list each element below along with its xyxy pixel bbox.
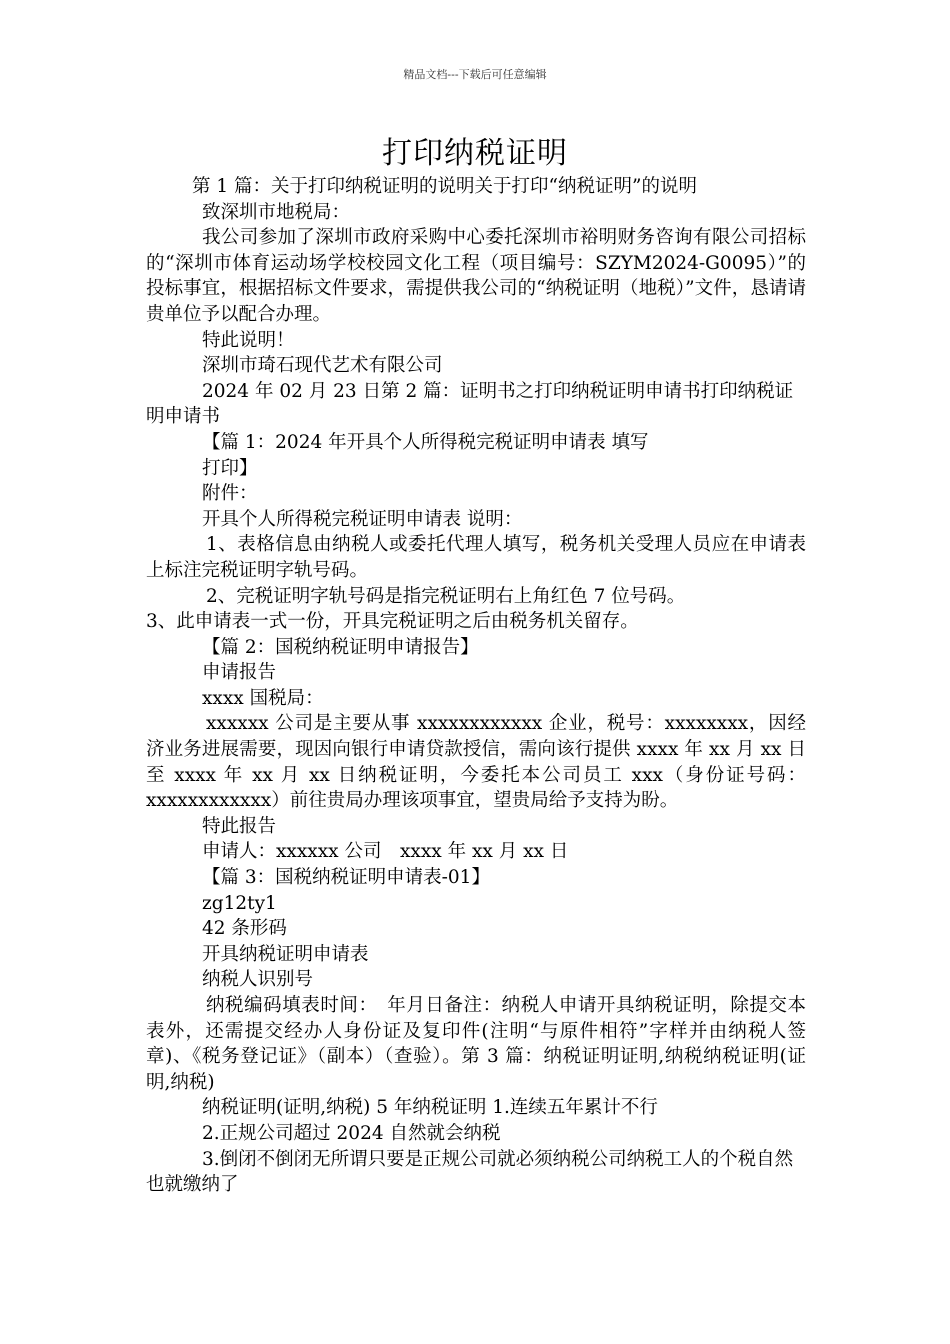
section-1-heading-cont: 打印】	[202, 457, 258, 479]
section-2-heading: 【篇 2：国税纳税证明申请报告】	[202, 636, 479, 658]
instruction-item: 3、此申请表一式一份，开具完税证明之后由税务机关留存。	[146, 611, 639, 633]
document-title: 打印纳税证明	[382, 136, 568, 171]
article-3-line: 2.正规公司超过 2024 自然就会纳税	[202, 1122, 501, 1144]
form-notes: 纳税编码填表时间： 年月日备注：纳税人申请开具纳税证明，除提交本表外，还需提交经办人身份证及复印件(注明“与原件相符”字样并由纳税人签章)、《税务登记证》（副本）（查验）。第 3 篇：纳税证明证明,纳税纳税证明(证明,纳税)	[146, 995, 806, 1093]
article-1-heading: 第 1 篇：关于打印纳税证明的说明关于打印“纳税证明”的说明	[192, 176, 697, 197]
report-closing: 特此报告	[202, 815, 277, 837]
form-title: 开具纳税证明申请表	[202, 943, 369, 965]
section-1-heading: 【篇 1：2024 年开具个人所得税完税证明申请表 填写	[202, 431, 649, 453]
barcode-label: 42 条形码	[202, 918, 287, 940]
closing-note: 特此说明！	[202, 329, 295, 351]
applicant-line: 申请人：xxxxxx 公司 xxxx 年 xx 月 xx 日	[202, 841, 569, 863]
body-paragraph: 我公司参加了深圳市政府采购中心委托深圳市裕明财务咨询有限公司招标的“深圳市体育运动场学校校园文化工程（项目编号：SZYM2024-G0095）”的投标事宜，根据招标文件要求，需提供我公司的“纳税证明（地税）”文件，恳请请贵单位予以配合办理。	[146, 227, 806, 325]
document-body	[146, 174, 806, 1198]
salutation: 致深圳市地税局：	[202, 201, 351, 223]
date-and-article-2-heading: 2024 年 02 月 23 日第 2 篇：证明书之打印纳税证明申请书打印纳税证明申请书	[146, 380, 794, 428]
page-header-note: 精品文档---下载后可任意编辑	[403, 68, 547, 81]
taxpayer-id-label: 纳税人识别号	[202, 969, 314, 991]
instruction-item: 2、完税证明字轨号码是指完税证明右上角红色 7 位号码。	[206, 585, 686, 607]
attachment-label: 附件：	[202, 483, 258, 505]
form-code: zg12ty1	[202, 892, 277, 914]
article-3-line: 3.倒闭不倒闭无所谓只要是正规公司就必须纳税公司纳税工人的个税自然也就缴纳了	[146, 1148, 794, 1196]
company-signature: 深圳市琦石现代艺术有限公司	[202, 355, 443, 377]
report-salutation: xxxx 国税局：	[202, 687, 324, 709]
article-3-line: 纳税证明(证明,纳税) 5 年纳税证明 1.连续五年累计不行	[202, 1097, 658, 1119]
report-title: 申请报告	[202, 662, 277, 684]
section-3-heading: 【篇 3：国税纳税证明申请表-01】	[202, 867, 490, 889]
form-instructions-heading: 开具个人所得税完税证明申请表 说明：	[202, 508, 523, 530]
instruction-item: 1、表格信息由纳税人或委托代理人填写，税务机关受理人员应在申请表上标注完税证明字轨号码。	[146, 534, 806, 581]
report-body: xxxxxx 公司是主要从事 xxxxxxxxxxxx 企业，税号：xxxxxxxx，因经济业务进展需要，现因向银行申请贷款授信，需向该行提供 xxxx 年 xx 月 xx 日至 xxxx 年 xx 月 xx 日纳税证明，今委托本公司员工 xxx（身份证号码：xxxxxxxxxxxx）前往贵局办理该项事宜，望贵局给予支持为盼。	[146, 713, 806, 812]
